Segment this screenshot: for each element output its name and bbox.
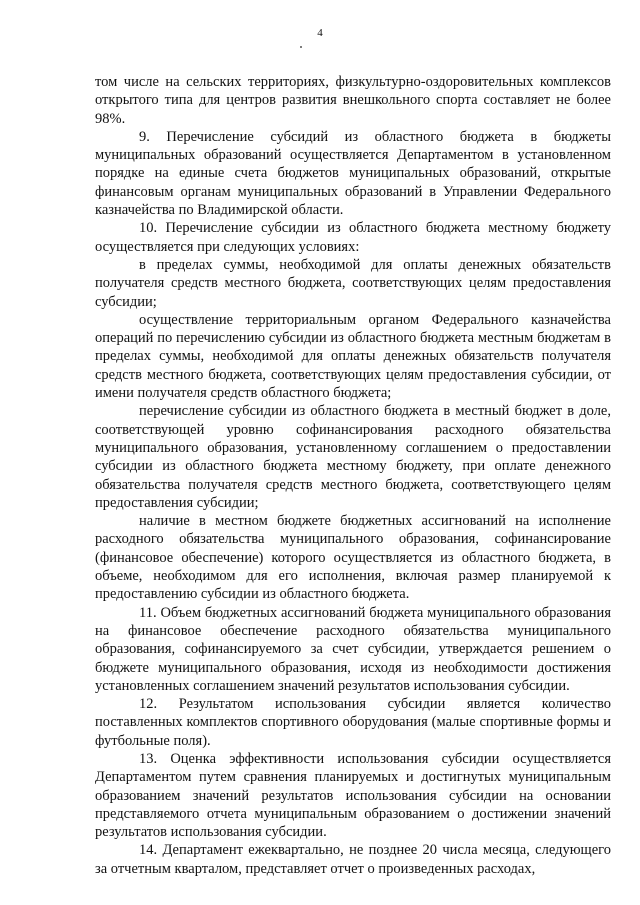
paragraph-12: 12. Результатом использования субсидии является количество поставленных комплектов спортивного оборудования (малые спортивные формы и футбольные поля). [95, 696, 611, 749]
paragraph-13: 13. Оценка эффективности использования субсидии осуществляется Департаментом путем сравнения планируемых и достигнутых муниципальным образованием значений результатов использования субсидии на основании представляемого отчета муниципальным образованием о достижении значений результатов использования субсидии. [95, 750, 611, 841]
paragraph-10-condition-2: осуществление территориальным органом Федерального казначейства операций по перечислению субсидии из областного бюджета местным бюджетам в пределах суммы, необходимой для оплаты денежных обязательств получателя средств местного бюджета, соответствующих целям предоставления субсидии, от имени получателя средств областного бюджета; [95, 311, 611, 402]
paragraph-10: 10. Перечисление субсидии из областного бюджета местному бюджету осуществляется при следующих условиях: [95, 220, 611, 255]
scan-speck [300, 46, 302, 48]
paragraph-10-condition-1: в пределах суммы, необходимой для оплаты денежных обязательств получателя средств местного бюджета, соответствующих целям предоставления субсидии; [95, 256, 611, 310]
page-number: 4 [317, 27, 323, 39]
paragraph-10-condition-4: наличие в местном бюджете бюджетных ассигнований на исполнение расходного обязательства муниципального образования, софинансирование (финансовое обеспечение) которого осуществляется из областного бюджета, в объеме, необходимом для его исполнения, включая размер планируемой к предоставлению субсидии из областного бюджета. [95, 513, 611, 603]
paragraph-10-condition-3: перечисление субсидии из областного бюджета в местный бюджет в доле, соответствующей уровню софинансирования расходного обязательства муниципального образования, установленному соглашением о предоставлении субсидии из областного бюджета местному бюджету, при оплате денежного обязательства получателя средств местного бюджета, соответствующего целям предоставления субсидии; [95, 403, 611, 511]
paragraph-11: 11. Объем бюджетных ассигнований бюджета муниципального образования на финансовое обеспечение расходного обязательства муниципального образования, софинансируемого за счет субсидии, утверждается решением о бюджете муниципального образования, исходя из необходимости достижения установленных соглашением значений результатов использования субсидии. [95, 604, 611, 694]
paragraph-9: 9. Перечисление субсидий из областного бюджета в бюджеты муниципальных образований осуществляется Департаментом в установленном порядке на единые счета бюджетов муниципальных образований, открытые финансовым органам муниципальных образований в Управлении Федерального казначейства по Владимирской области. [95, 128, 611, 219]
paragraph-14: 14. Департамент ежеквартально, не позднее 20 числа месяца, следующего за отчетным кварталом, представляет отчет о произведенных расходах, [95, 842, 611, 877]
paragraph-continuation: том числе на сельских территориях, физкультурно-оздоровительных комплексов открытого типа для центров развития внешкольного спорта составляет не более 98%. [95, 74, 611, 127]
document-body [95, 73, 611, 878]
